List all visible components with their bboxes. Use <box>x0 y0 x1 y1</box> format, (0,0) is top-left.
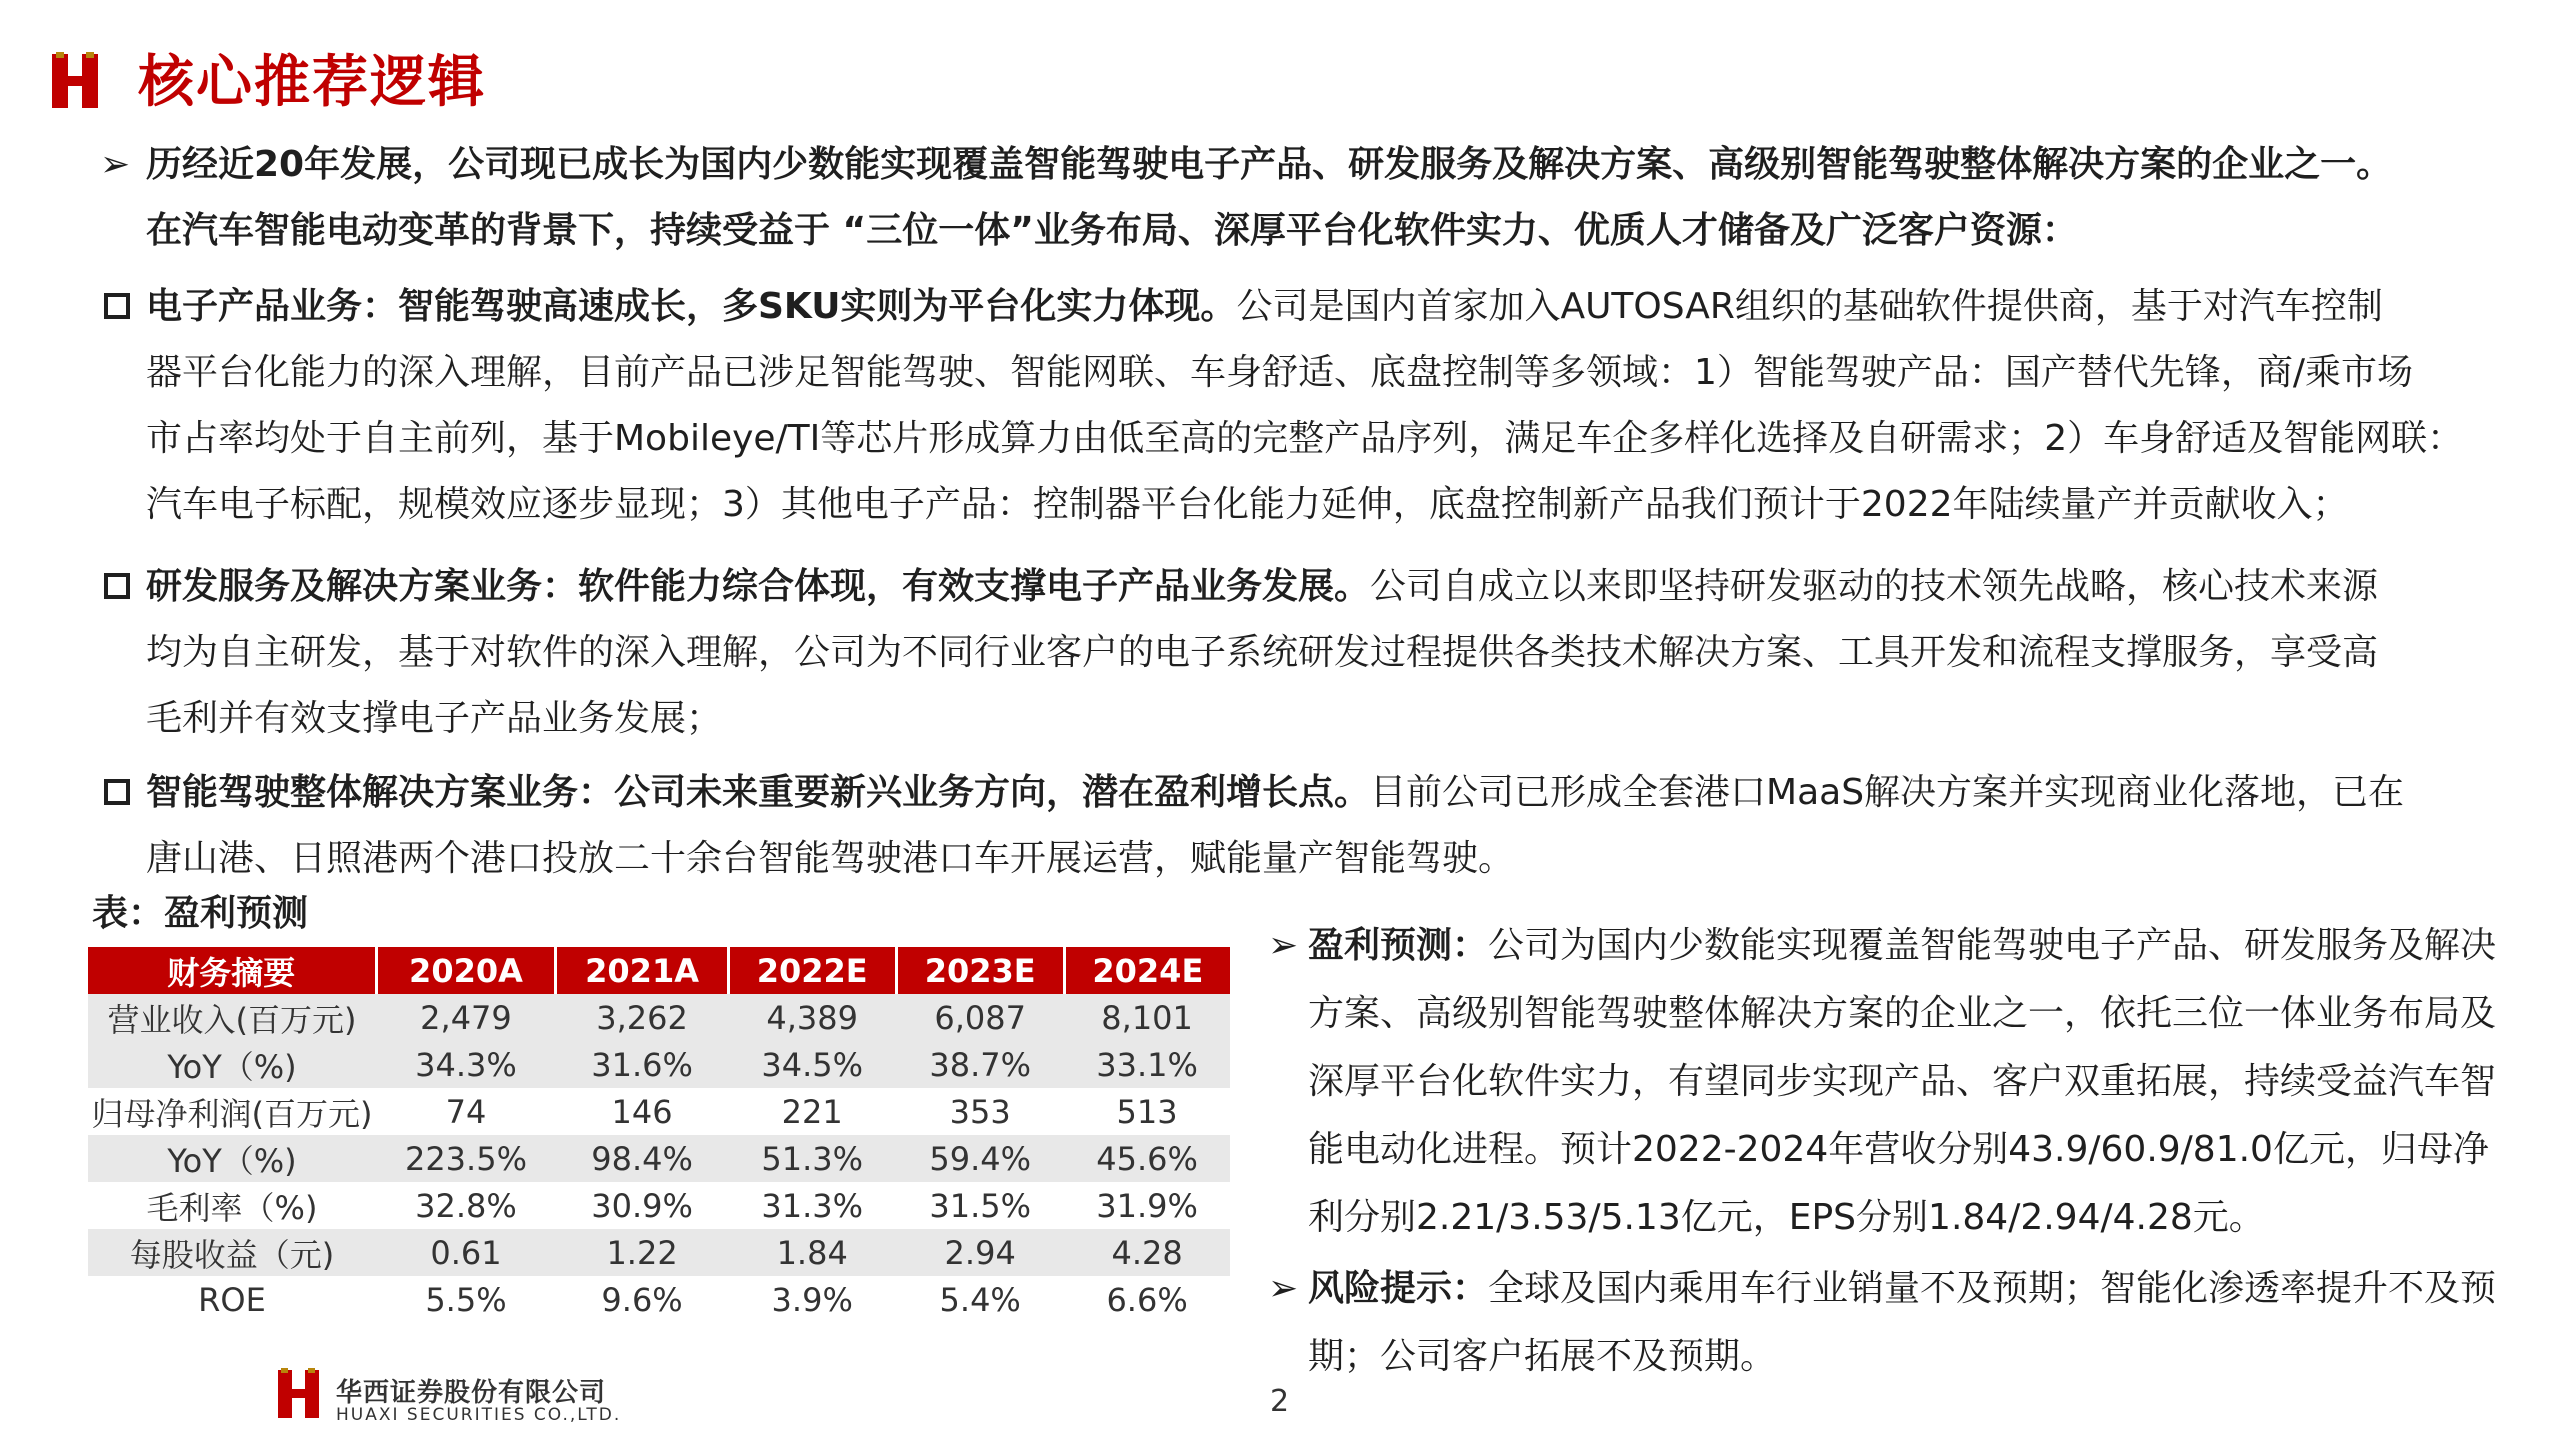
table-cell: 4,389 <box>728 994 896 1041</box>
table-header-cell: 2021A <box>556 947 728 994</box>
footer-company-en: HUAXI SECURITIES CO.,LTD. <box>336 1405 622 1425</box>
table-cell: 32.8% <box>415 1186 517 1225</box>
table-cell: 146 <box>611 1092 673 1131</box>
table-cell: 每股收益（元) <box>88 1229 376 1276</box>
forecast-paragraph <box>1308 912 2518 1252</box>
table-cell: 2.94 <box>896 1229 1064 1276</box>
table-cell: YoY（%) <box>88 1041 376 1088</box>
table-cell: 归母净利润(百万元) <box>91 1094 373 1133</box>
arrow-bullet-icon: ➢ <box>100 144 131 185</box>
table-cell: 1.84 <box>728 1229 896 1276</box>
table-cell: 6.6% <box>1106 1280 1188 1319</box>
intro-line-2: 在汽车智能电动变革的背景下，持续受益于 “三位一体”业务布局、深厚平台化软件实力、优质人才储备及广泛客户资源： <box>146 210 2078 251</box>
table-cell: 33.1% <box>1064 1041 1230 1088</box>
huaxi-footer-logo-icon <box>278 1368 322 1420</box>
table-row <box>88 1229 1230 1276</box>
table-header-row <box>88 947 1230 994</box>
bullet-electronics-heading: 电子产品业务：智能驾驶高速成长，多SKU实则为平台化实力体现。 <box>146 286 1237 327</box>
table-cell: 31.5% <box>929 1186 1031 1225</box>
table-cell: 59.4% <box>896 1135 1064 1182</box>
table-title: 表：盈利预测 <box>92 893 309 934</box>
table-row <box>88 1088 1230 1135</box>
table-cell: YoY（%) <box>88 1135 376 1182</box>
bullet-rd-heading: 研发服务及解决方案业务：软件能力综合体现，有效支撑电子产品业务发展。 <box>146 566 1371 607</box>
table-cell: 31.6% <box>556 1041 728 1088</box>
table-cell: 5.4% <box>939 1280 1021 1319</box>
table-header-cell: 2022E <box>728 947 896 994</box>
square-bullet-icon <box>104 573 130 599</box>
table-cell: 30.9% <box>591 1186 693 1225</box>
bullet-rd-line-2: 均为自主研发，基于对软件的深入理解，公司为不同行业客户的电子系统研发过程提供各类技术解决方案、工具开发和流程支撑服务，享受高 <box>146 632 2379 673</box>
profit-forecast-table <box>88 947 1230 1323</box>
table-row <box>88 1182 1230 1229</box>
forecast-heading: 盈利预测： <box>1308 925 1489 966</box>
table-row <box>88 994 1230 1041</box>
square-bullet-icon <box>104 293 130 319</box>
risk-paragraph <box>1308 1255 2518 1391</box>
table-cell: 5.5% <box>425 1280 507 1319</box>
table-row <box>88 1135 1230 1182</box>
bullet-autonomous-text: 目前公司已形成全套港口MaaS解决方案并实现商业化落地，已在 <box>1370 772 2405 813</box>
table-cell: 98.4% <box>556 1135 728 1182</box>
bullet-autonomous-line-2: 唐山港、日照港两个港口投放二十余台智能驾驶港口车开展运营，赋能量产智能驾驶。 <box>146 838 1515 879</box>
intro-line-1: 历经近20年发展，公司现已成长为国内少数能实现覆盖智能驾驶电子产品、研发服务及解决方案、高级别智能驾驶整体解决方案的企业之一。 <box>146 144 2393 185</box>
risk-body: 全球及国内乘用车行业销量不及预期；智能化渗透率提升不及预期；公司客户拓展不及预期。 <box>1308 1268 2497 1377</box>
table-cell: 513 <box>1116 1092 1178 1131</box>
table-cell: 8,101 <box>1064 994 1230 1041</box>
table-cell: 74 <box>445 1092 487 1131</box>
table-row <box>88 1041 1230 1088</box>
table-cell: 31.9% <box>1096 1186 1198 1225</box>
risk-heading: 风险提示： <box>1308 1268 1489 1309</box>
table-cell: 31.3% <box>761 1186 864 1225</box>
table-cell: 353 <box>949 1092 1011 1131</box>
table-cell: 51.3% <box>728 1135 896 1182</box>
bullet-electronics-line-2: 器平台化能力的深入理解，目前产品已涉足智能驾驶、智能网联、车身舒适、底盘控制等多领域：1）智能驾驶产品：国产替代先锋，商/乘市场 <box>146 352 2414 393</box>
table-cell: 营业收入(百万元) <box>88 994 376 1041</box>
bullet-rd-line-1 <box>146 554 2378 620</box>
table-header-cell: 2020A <box>376 947 556 994</box>
table-cell: 223.5% <box>376 1135 556 1182</box>
bullet-electronics-text: 公司是国内首家加入AUTOSAR组织的基础软件提供商，基于对汽车控制 <box>1236 286 2383 327</box>
table-cell: 3,262 <box>556 994 728 1041</box>
table-cell: 221 <box>781 1092 843 1131</box>
table-header-cell: 财务摘要 <box>88 947 376 994</box>
table-cell: 6,087 <box>896 994 1064 1041</box>
bullet-autonomous-line-1 <box>146 760 2404 826</box>
page-title: 核心推荐逻辑 <box>138 50 486 115</box>
footer-company-cn: 华西证券股份有限公司 <box>336 1378 607 1408</box>
table-cell: 2,479 <box>376 994 556 1041</box>
table-cell: 45.6% <box>1064 1135 1230 1182</box>
bullet-electronics-line-3: 市占率均处于自主前列，基于Mobileye/TI等芯片形成算力由低至高的完整产品序列，满足车企多样化选择及自研需求；2）车身舒适及智能网联： <box>146 418 2464 459</box>
page-number: 2 <box>1270 1384 1290 1419</box>
table-cell: 34.5% <box>728 1041 896 1088</box>
bullet-electronics-line-1 <box>146 274 2383 340</box>
table-header-cell: 2023E <box>896 947 1064 994</box>
table-cell: 4.28 <box>1064 1229 1230 1276</box>
arrow-bullet-icon: ➢ <box>1268 1268 1299 1309</box>
table-row <box>88 1276 1230 1323</box>
table-cell: 0.61 <box>376 1229 556 1276</box>
table-cell: 9.6% <box>601 1280 683 1319</box>
bullet-rd-line-3: 毛利并有效支撑电子产品业务发展； <box>146 698 723 739</box>
arrow-bullet-icon: ➢ <box>1268 925 1299 966</box>
table-cell: 3.9% <box>771 1280 853 1319</box>
square-bullet-icon <box>104 779 130 805</box>
table-cell: ROE <box>198 1280 266 1319</box>
table-header-cell: 2024E <box>1064 947 1230 994</box>
bullet-rd-text: 公司自成立以来即坚持研发驱动的技术领先战略，核心技术来源 <box>1370 566 2379 607</box>
forecast-body: 公司为国内少数能实现覆盖智能驾驶电子产品、研发服务及解决方案、高级别智能驾驶整体解决方案的企业之一，依托三位一体业务布局及深厚平台化软件实力，有望同步实现产品、客户双重拓展，持续受益汽车智能电动化进程。预计2022-2024年营收分别43.9/60.9/81.0亿元，归母净利分别2.21/3.53/5.13亿元，EPS分别1.84/2.94/4.28元。 <box>1308 925 2497 1238</box>
huaxi-logo-icon <box>52 52 102 110</box>
table-cell: 38.7% <box>896 1041 1064 1088</box>
table-cell: 34.3% <box>376 1041 556 1088</box>
bullet-autonomous-heading: 智能驾驶整体解决方案业务：公司未来重要新兴业务方向，潜在盈利增长点。 <box>146 772 1371 813</box>
table-cell: 毛利率（%) <box>146 1188 318 1227</box>
table-cell: 1.22 <box>556 1229 728 1276</box>
bullet-electronics-line-4: 汽车电子标配，规模效应逐步显现；3）其他电子产品：控制器平台化能力延伸，底盘控制新产品我们预计于2022年陆续量产并贡献收入； <box>146 484 2349 525</box>
